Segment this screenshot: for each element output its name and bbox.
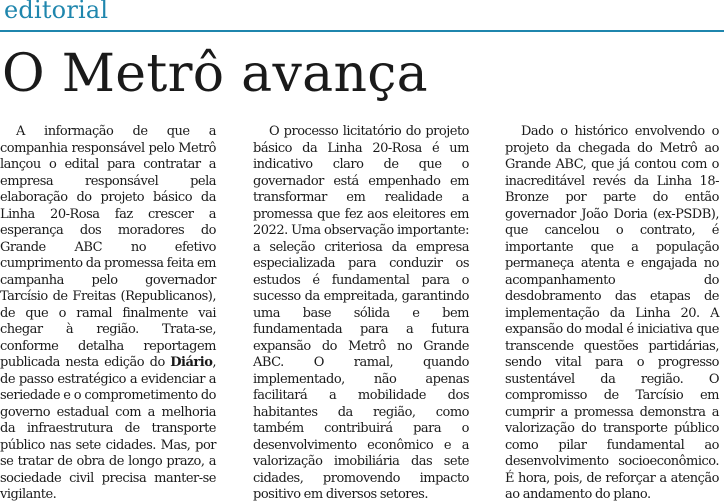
- column-3: [505, 124, 719, 502]
- paragraph-text-continued: , de passo estratégico a evidenciar a seriedade e o comprometimento do governo estadual com a melhoria da infraestrutura de transporte público nas sete cidades. Mas, por se tratar de obra de longo prazo, a sociedade civil precisa manter-se vigilante.: [0, 355, 216, 502]
- column-1: [0, 124, 216, 502]
- newspaper-name: Diário: [170, 355, 213, 370]
- paragraph: O processo licitatório do projeto básico da Linha 20-Rosa é um indicativo claro de que o governador está empenhado em transformar em realidade a promessa que fez aos eleitores em 2022. Uma observação importante: a seleção criteriosa da empresa especializada para conduzir os estudos é fundamental para o sucesso da empreitada, garantindo uma base sólida e bem fundamentada para a futura expansão do Metrô no Grande ABC. O ramal, quando implementado, não apenas facilitará a mobilidade dos habitantes da região, como também contribuirá para o desenvolvimento econômico e a valorização imobiliária das sete cidades, promovendo impacto positivo em diversos setores.: [253, 124, 469, 502]
- section-divider: [0, 30, 724, 32]
- paragraph: [0, 124, 216, 504]
- section-label: editorial: [4, 0, 109, 24]
- headline: O Metrô avança: [2, 44, 428, 104]
- article-body: [0, 124, 724, 502]
- column-2: [253, 124, 469, 502]
- paragraph: Dado o histórico envolvendo o projeto da chegada do Metrô ao Grande ABC, que já contou com o inacreditável revés da Linha 18-Bronze por parte do então governador João Doria (ex-PSDB), que cancelou o contrato, é importante que a população permaneça atenta e engajada no acompanhamento do desdobramento das etapas de implementação da Linha 20. A expansão do modal é iniciativa que transcende questões partidárias, sendo vital para o progresso sustentável da região. O compromisso de Tarcísio em cumprir a promessa demonstra a valorização do transporte público como pilar fundamental ao desenvolvimento socioeconômico. É hora, pois, de reforçar a atenção ao andamento do plano.: [505, 124, 719, 502]
- paragraph-text: A informação de que a companhia responsável pelo Metrô lançou o edital para contratar a empresa responsável pela elaboração do projeto básico da Linha 20-Rosa faz crescer a esperança dos moradores do Grande ABC no efetivo cumprimento da promessa feita em campanha pelo governador Tarcísio de Freitas (Republicanos), de que o ramal finalmente vai chegar à região. Trata-se, conforme detalha reportagem publicada nesta edição do: [0, 124, 216, 370]
